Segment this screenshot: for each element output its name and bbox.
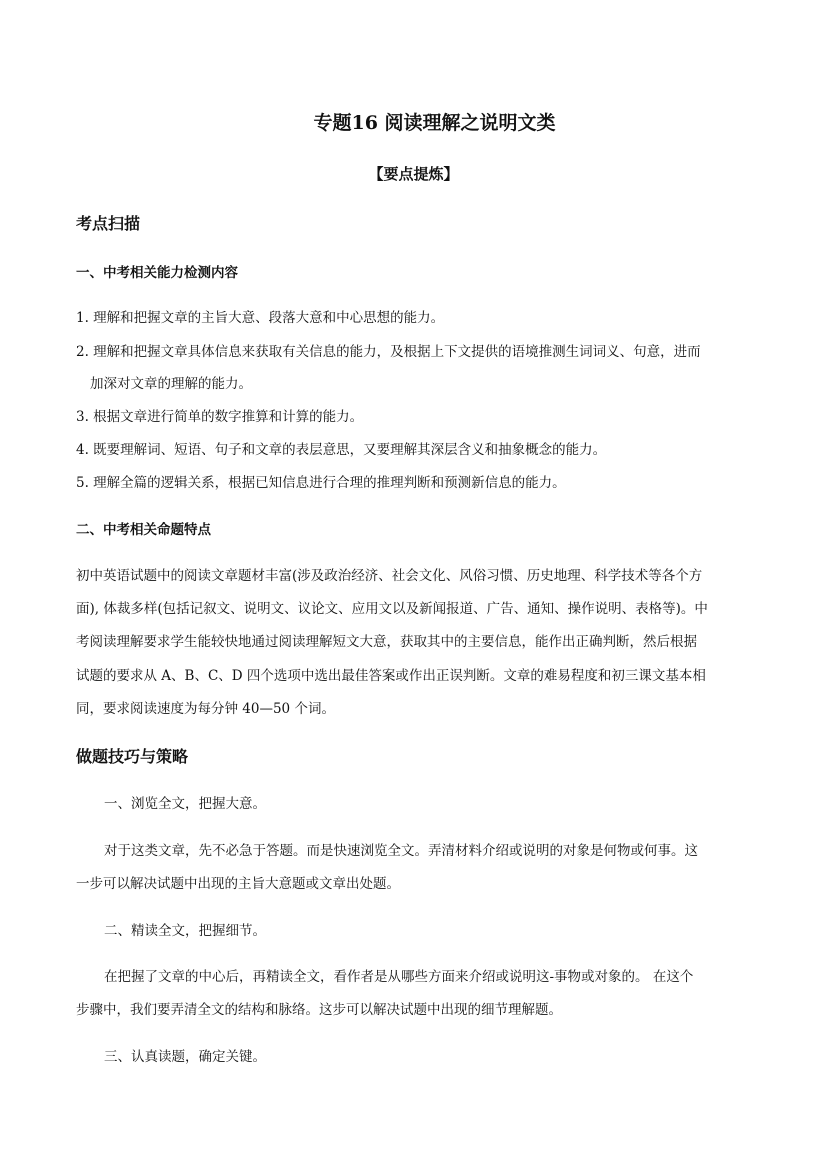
list-item: 3. 根据文章进行简单的数字推算和计算的能力。 [76,409,364,425]
document-subtitle: 【要点提炼】 [368,165,459,183]
paragraph-line: 面), 体裁多样(包括记叙文、说明文、议论文、应用文以及新闻报道、广告、通知、操作说明、表格等)。中 [76,601,708,617]
list-item: 4. 既要理解词、短语、句子和文章的表层意思，又要理解其深层含义和抽象概念的能力。 [76,442,607,458]
section-heading-exam-points: 考点扫描 [76,214,141,233]
document-title: 专题16 阅读理解之说明文类 [313,112,556,134]
paragraph-line: 一步可以解决试题中出现的主旨大意题或文章出处题。 [76,876,400,892]
paragraph-line: 对于这类文章，先不必急于答题。而是快速浏览全文。弄清材料介绍或说明的对象是何物或何事。这 [104,843,698,859]
paragraph-line: 在把握了文章的中心后，再精读全文，看作者是从哪些方面来介绍或说明这-事物或对象的。 在这个 [104,969,694,985]
paragraph-line: 步骤中，我们要弄清全文的结构和脉络。这步可以解决试题中出现的细节理解题。 [76,1002,562,1018]
paragraph-line: 初中英语试题中的阅读文章题材丰富(涉及政治经济、社会文化、风俗习惯、历史地理、科学技术等各个方 [76,568,703,584]
paragraph-line: 考阅读理解要求学生能较快地通过阅读理解短文大意，获取其中的主要信息，能作出正确判断，然后根据 [76,634,697,650]
subsection-heading-ability: 一、中考相关能力检测内容 [76,265,238,281]
paragraph-line: 同，要求阅读速度为每分钟 40—50 个词。 [76,701,335,717]
step-heading-2: 二、精读全文，把握细节。 [104,923,266,939]
list-item-continuation: 加深对文章的理解的能力。 [90,376,252,392]
list-item: 5. 理解全篇的逻辑关系，根据已知信息进行合理的推理判断和预测新信息的能力。 [76,475,566,491]
step-heading-1: 一、浏览全文，把握大意。 [104,796,266,812]
subsection-heading-features: 二、中考相关命题特点 [76,522,211,538]
section-heading-strategies: 做题技巧与策略 [76,747,189,766]
list-item: 1. 理解和把握文章的主旨大意、段落大意和中心思想的能力。 [76,310,445,326]
list-item: 2. 理解和把握文章具体信息来获取有关信息的能力，及根据上下文提供的语境推测生词词义、句意，进而 [76,344,701,360]
paragraph-line: 试题的要求从 A、B、C、D 四个选项中选出最佳答案或作出正误判断。文章的难易程度和初三课文基本相 [76,668,706,684]
step-heading-3: 三、认真读题，确定关键。 [104,1049,266,1065]
